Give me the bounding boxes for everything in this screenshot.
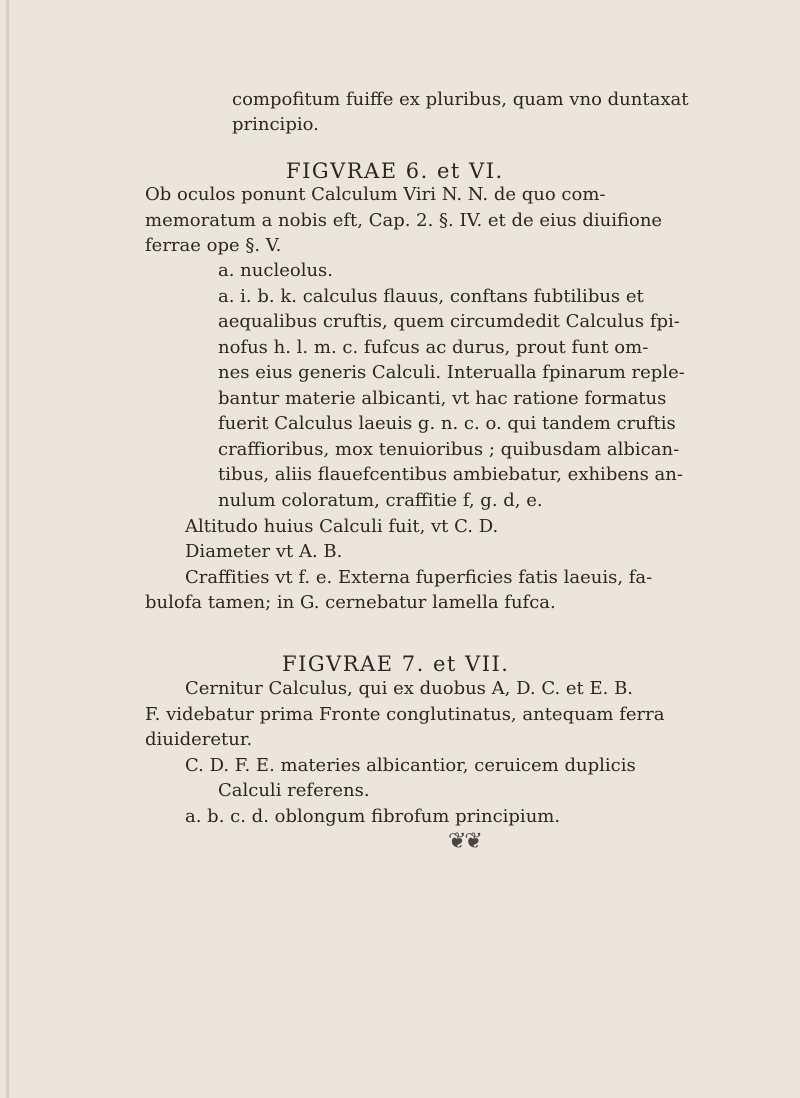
- text-line: a. b. c. d. oblongum fibrofum principium.: [185, 806, 561, 827]
- text-line: principio.: [232, 114, 319, 135]
- text-line: diuideretur.: [145, 729, 253, 750]
- text-line: Craffities vt f. e. Externa fuperficies fatis laeuis, fa-: [185, 567, 653, 588]
- text-line: bulofa tamen; in G. cernebatur lamella fufca.: [145, 592, 556, 613]
- text-line: fuerit Calculus laeuis g. n. c. o. qui tandem cruftis: [218, 413, 676, 434]
- text-line: nofus h. l. m. c. fufcus ac durus, prout funt om-: [218, 337, 649, 358]
- page-spine-shadow: [6, 0, 9, 1098]
- text-line: Ob oculos ponunt Calculum Viri N. N. de quo com-: [145, 184, 606, 205]
- text-line: compofitum fuiffe ex pluribus, quam vno duntaxat: [232, 89, 689, 110]
- text-line: Cernitur Calculus, qui ex duobus A, D. C. et E. B.: [185, 678, 634, 699]
- text-line: ferrae ope §. V.: [145, 235, 282, 256]
- text-line: a. i. b. k. calculus flauus, conftans fubtilibus et: [218, 286, 644, 307]
- text-line: Calculi referens.: [218, 780, 370, 801]
- text-line: nulum coloratum, craffitie f, g. d, e.: [218, 490, 543, 511]
- text-line: nes eius generis Calculi. Interualla fpinarum reple-: [218, 362, 685, 383]
- text-line: F. videbatur prima Fronte conglutinatus, antequam ferra: [145, 704, 665, 725]
- text-line: craffioribus, mox tenuioribus ; quibusdam albican-: [218, 439, 680, 460]
- text-line: bantur materie albicanti, vt hac ratione formatus: [218, 388, 667, 409]
- text-line: Altitudo huius Calculi fuit, vt C. D.: [185, 516, 499, 537]
- text-line: memoratum a nobis eft, Cap. 2. §. IV. et de eius diuifione: [145, 210, 663, 231]
- section-heading: FIGVRAE 6. et VI.: [286, 159, 504, 183]
- section-heading: FIGVRAE 7. et VII.: [282, 652, 510, 676]
- fleuron-ornament: ❦❦: [448, 829, 481, 854]
- text-line: aequalibus cruftis, quem circumdedit Calculus fpi-: [218, 311, 680, 332]
- text-line: C. D. F. E. materies albicantior, ceruicem duplicis: [185, 755, 636, 776]
- text-line: Diameter vt A. B.: [185, 541, 343, 562]
- text-line: a. nucleolus.: [218, 260, 333, 281]
- text-line: tibus, aliis flauefcentibus ambiebatur, exhibens an-: [218, 464, 683, 485]
